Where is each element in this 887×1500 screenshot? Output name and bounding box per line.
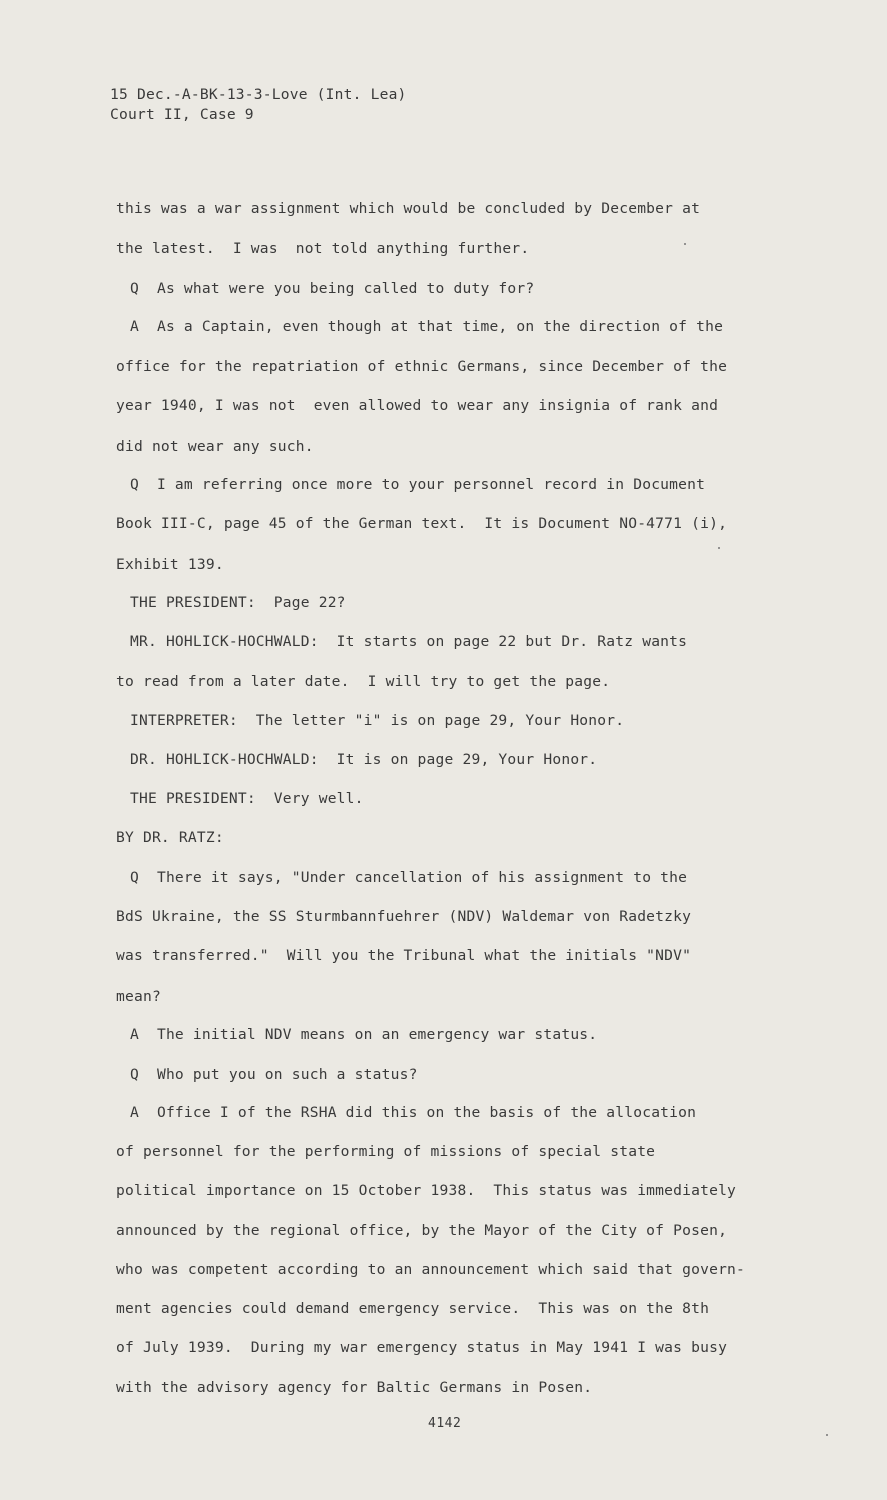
body-line: announced by the regional office, by the Mayor of the City of Posen, <box>116 1222 728 1239</box>
speaker-line: INTERPRETER: The letter "i" is on page 29, Your Honor. <box>130 712 625 729</box>
question-line: Q Who put you on such a status? <box>130 1066 418 1083</box>
question-line: Q I am referring once more to your personnel record in Document <box>130 476 706 493</box>
body-line: Exhibit 139. <box>116 556 224 573</box>
answer-line: A As a Captain, even though at that time, on the direction of the <box>130 318 724 335</box>
speaker-line: THE PRESIDENT: Page 22? <box>130 594 346 611</box>
page-number: 4142 <box>428 1416 462 1431</box>
body-line: mean? <box>116 988 161 1005</box>
answer-line: A Office I of the RSHA did this on the basis of the allocation <box>130 1104 697 1121</box>
header-line-2: Court II, Case 9 <box>110 106 254 123</box>
speaker-line: MR. HOHLICK-HOCHWALD: It starts on page 22 but Dr. Ratz wants <box>130 633 688 650</box>
body-line: political importance on 15 October 1938. This status was immediately <box>116 1182 737 1199</box>
body-line: the latest. I was not told anything further. <box>116 240 530 257</box>
body-line: who was competent according to an announcement which said that govern- <box>116 1261 746 1278</box>
speaker-line: THE PRESIDENT: Very well. <box>130 790 364 807</box>
paper-speck <box>684 243 686 245</box>
body-line: this was a war assignment which would be concluded by December at <box>116 200 701 217</box>
examiner-line: BY DR. RATZ: <box>116 829 224 846</box>
body-line: of July 1939. During my war emergency status in May 1941 I was busy <box>116 1339 728 1356</box>
question-line: Q As what were you being called to duty for? <box>130 280 535 297</box>
body-line: was transferred." Will you the Tribunal what the initials "NDV" <box>116 947 692 964</box>
body-line: BdS Ukraine, the SS Sturmbannfuehrer (NDV) Waldemar von Radetzky <box>116 908 692 925</box>
speaker-line: DR. HOHLICK-HOCHWALD: It is on page 29, Your Honor. <box>130 751 598 768</box>
body-line: year 1940, I was not even allowed to wear any insignia of rank and <box>116 397 719 414</box>
body-line: did not wear any such. <box>116 438 314 455</box>
question-line: Q There it says, "Under cancellation of his assignment to the <box>130 869 688 886</box>
body-line: to read from a later date. I will try to get the page. <box>116 673 611 690</box>
body-line: ment agencies could demand emergency service. This was on the 8th <box>116 1300 710 1317</box>
paper-speck <box>826 1434 828 1436</box>
body-line: of personnel for the performing of missions of special state <box>116 1143 656 1160</box>
header-line-1: 15 Dec.-A-BK-13-3-Love (Int. Lea) <box>110 86 407 103</box>
answer-line: A The initial NDV means on an emergency war status. <box>130 1026 598 1043</box>
body-line: Book III-C, page 45 of the German text. It is Document NO-4771 (i), <box>116 515 728 532</box>
body-line: with the advisory agency for Baltic Germans in Posen. <box>116 1379 593 1396</box>
body-line: office for the repatriation of ethnic Germans, since December of the <box>116 358 728 375</box>
paper-speck <box>718 547 720 549</box>
